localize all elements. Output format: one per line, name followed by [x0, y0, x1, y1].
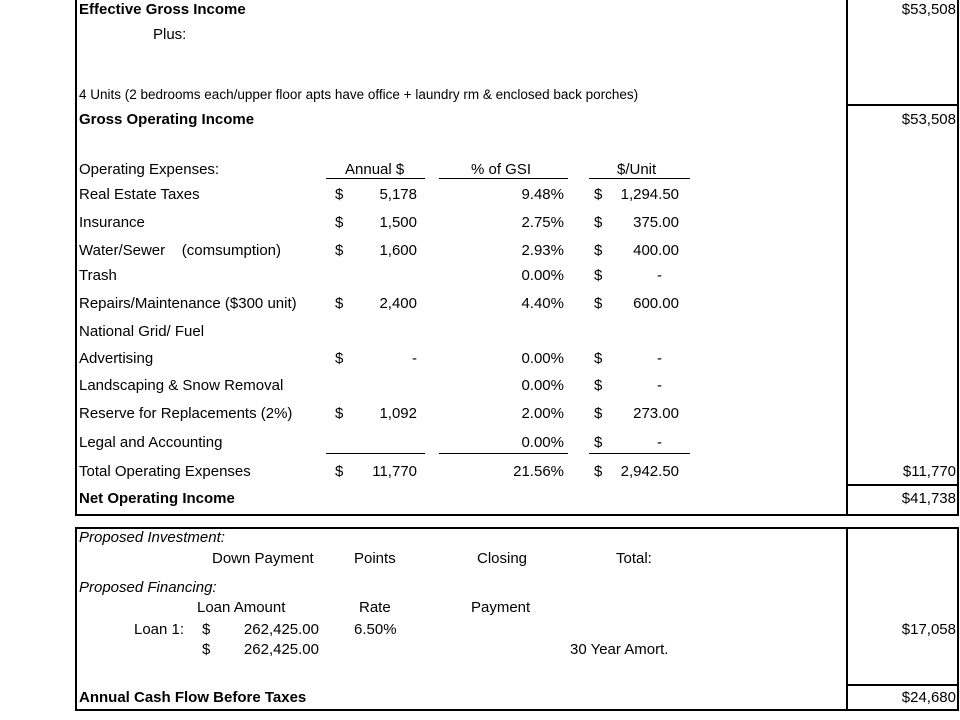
cash-flow-divider — [846, 684, 959, 686]
expense-pct: 0.00% — [521, 350, 564, 367]
total-opex-unit: 2,942.50 — [620, 463, 679, 480]
expense-unit-currency: $ — [594, 242, 603, 259]
expense-label: National Grid/ Fuel — [79, 323, 205, 340]
loan-1-currency: $ — [202, 621, 211, 638]
pct-header: % of GSI — [471, 161, 532, 178]
goi-value: $53,508 — [901, 111, 956, 128]
expense-currency: $ — [335, 295, 344, 312]
expense-currency: $ — [335, 214, 344, 231]
total-opex-label: Total Operating Expenses — [79, 463, 251, 480]
loan-total-currency: $ — [202, 641, 211, 658]
expense-unit-currency: $ — [594, 405, 603, 422]
upper-right-border — [957, 0, 959, 516]
unit-total-underline — [589, 453, 690, 454]
plus-label: Plus: — [153, 26, 187, 43]
expense-unit: 600.00 — [633, 295, 679, 312]
payment-header: Payment — [471, 599, 531, 616]
egi-value: $53,508 — [901, 1, 956, 18]
expense-currency: $ — [335, 242, 344, 259]
amortization-note: 30 Year Amort. — [570, 641, 669, 658]
expense-annual: 1,092 — [379, 405, 417, 422]
expense-pct: 9.48% — [521, 186, 564, 203]
expense-currency: $ — [335, 350, 344, 367]
expense-unit-currency: $ — [594, 267, 603, 284]
pct-total-underline — [439, 453, 568, 454]
annual-header-underline — [326, 178, 425, 179]
points-header: Points — [354, 550, 396, 567]
expense-unit: - — [657, 350, 662, 367]
lower-bottom-border — [75, 709, 959, 711]
total-opex-value: $11,770 — [902, 463, 956, 480]
total-opex-currency: $ — [335, 463, 344, 480]
expense-label: Water/Sewer (comsumption) — [79, 242, 281, 259]
expense-pct: 0.00% — [521, 434, 564, 451]
loan-1-label: Loan 1: — [134, 621, 185, 638]
pct-header-underline — [439, 178, 568, 179]
opex-header-label: Operating Expenses: — [79, 161, 220, 178]
expense-label: Advertising — [79, 350, 154, 367]
upper-bottom-border — [75, 514, 959, 516]
upper-mid-border — [846, 0, 848, 516]
expense-label: Insurance — [79, 214, 145, 231]
expense-unit-currency: $ — [594, 350, 603, 367]
expense-label: Landscaping & Snow Removal — [79, 377, 284, 394]
expense-annual: 2,400 — [379, 295, 417, 312]
annual-header: Annual $ — [345, 161, 405, 178]
total-divider — [846, 484, 959, 486]
expense-unit: - — [657, 434, 662, 451]
rate-header: Rate — [359, 599, 391, 616]
expense-unit-currency: $ — [594, 377, 603, 394]
expense-unit: 1,294.50 — [620, 186, 679, 203]
expense-unit: 273.00 — [633, 405, 679, 422]
expense-label: Trash — [79, 267, 117, 284]
unit-header: $/Unit — [617, 161, 657, 178]
proposed-investment-label: Proposed Investment: — [79, 529, 225, 546]
expense-pct: 2.93% — [521, 242, 564, 259]
total-header: Total: — [616, 550, 652, 567]
expense-unit-currency: $ — [594, 295, 603, 312]
upper-left-border — [75, 0, 77, 516]
expense-unit: 400.00 — [633, 242, 679, 259]
expense-annual: - — [412, 350, 417, 367]
debt-service-value: $17,058 — [901, 621, 956, 638]
expense-currency: $ — [335, 405, 344, 422]
down-payment-header: Down Payment — [212, 550, 314, 567]
expense-label: Real Estate Taxes — [79, 186, 200, 203]
expense-annual: 5,178 — [379, 186, 417, 203]
closing-header: Closing — [477, 550, 528, 567]
cash-flow-value: $24,680 — [901, 689, 956, 706]
proposed-financing-label: Proposed Financing: — [79, 579, 217, 596]
noi-value: $41,738 — [901, 490, 956, 507]
loan-1-amount: 262,425.00 — [243, 621, 319, 638]
total-opex-pct: 21.56% — [513, 463, 564, 480]
expense-label: Legal and Accounting — [79, 434, 223, 451]
expense-annual: 1,500 — [379, 214, 417, 231]
expense-pct: 2.00% — [521, 405, 564, 422]
expense-currency: $ — [335, 186, 344, 203]
cash-flow-label: Annual Cash Flow Before Taxes — [79, 689, 307, 706]
expense-label: Reserve for Replacements (2%) — [79, 405, 293, 422]
unit-header-underline — [589, 178, 690, 179]
loan-amount-header: Loan Amount — [197, 599, 286, 616]
expense-unit-currency: $ — [594, 214, 603, 231]
expense-pct: 0.00% — [521, 377, 564, 394]
expense-unit-currency: $ — [594, 434, 603, 451]
annual-total-underline — [326, 453, 425, 454]
expense-unit: - — [657, 267, 662, 284]
expense-annual: 1,600 — [379, 242, 417, 259]
goi-label: Gross Operating Income — [79, 111, 255, 128]
total-opex-unit-currency: $ — [594, 463, 603, 480]
loan-1-rate: 6.50% — [354, 621, 397, 638]
loan-total-amount: 262,425.00 — [243, 641, 319, 658]
expense-unit: - — [657, 377, 662, 394]
expense-unit-currency: $ — [594, 186, 603, 203]
expense-label: Repairs/Maintenance ($300 unit) — [79, 295, 297, 312]
egi-label: Effective Gross Income — [79, 1, 246, 18]
noi-label: Net Operating Income — [79, 490, 235, 507]
goi-divider — [846, 104, 959, 106]
expense-pct: 2.75% — [521, 214, 564, 231]
expense-pct: 0.00% — [521, 267, 564, 284]
lower-left-border — [75, 527, 77, 711]
expense-pct: 4.40% — [521, 295, 564, 312]
total-opex-annual: 11,770 — [372, 463, 417, 480]
units-note: 4 Units (2 bedrooms each/upper floor apts have office + laundry rm & enclosed back porches) — [79, 87, 639, 102]
expense-unit: 375.00 — [633, 214, 679, 231]
